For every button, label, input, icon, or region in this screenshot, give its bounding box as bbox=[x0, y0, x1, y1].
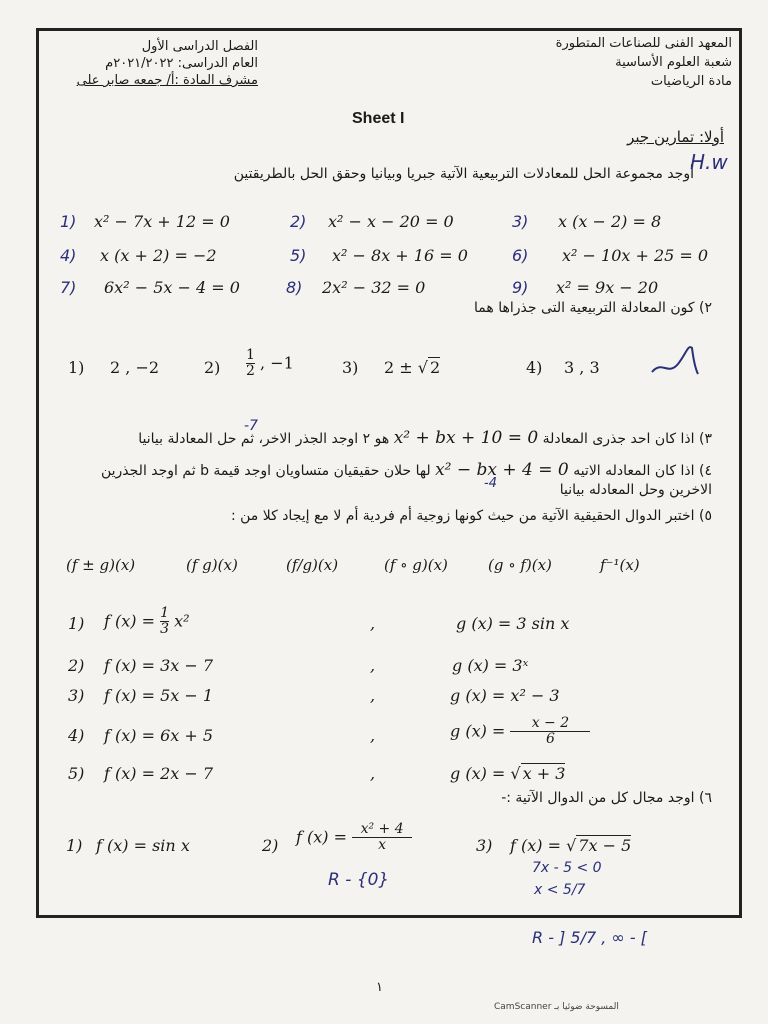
q5-row-4-g-text: g (x) = bbox=[450, 721, 511, 741]
q2-opt-4-value: 3 , 3 bbox=[564, 358, 600, 377]
q2-line bbox=[474, 300, 712, 316]
q1-item-1-eq: x² − 7x + 12 = 0 bbox=[94, 212, 230, 231]
q2-opt-3-label: 3) bbox=[342, 358, 359, 377]
q1-prompt: أوجد مجموعة الحل للمعادلات التربيعية الآتية جبريا وبيانيا وحقق الحل بالطريقتين bbox=[233, 166, 694, 182]
q4-text-b: لها حلان حقيقيان متساويان اوجد قيمة b ثم اوجد الجذرين bbox=[100, 463, 431, 479]
q6-item-2-text: f (x) = bbox=[296, 827, 353, 847]
semester: الفصل الدراسى الأول bbox=[141, 39, 258, 54]
q1-item-9-eq: x² = 9x − 20 bbox=[556, 278, 659, 297]
q4-hand-note: -4 bbox=[484, 476, 497, 491]
q1-item-8-eq: 2x² − 32 = 0 bbox=[322, 278, 426, 297]
q6-item-1-expr: f (x) = sin x bbox=[96, 836, 190, 855]
q5-row-4-num: 4) bbox=[68, 726, 85, 745]
q6-hand-domain-3: R - ] 5/7 , ∞ - [ bbox=[532, 928, 647, 947]
institute-name: المعهد الفنى للصناعات المتطورة bbox=[555, 36, 732, 51]
q5-row-5-num: 5) bbox=[68, 764, 85, 783]
q5-row-5-g-text: g (x) = bbox=[450, 764, 511, 783]
q5-row-4-comma: , bbox=[370, 726, 376, 745]
q6-item-3-text: f (x) = bbox=[510, 836, 567, 855]
q2-opt-1-label: 1) bbox=[68, 358, 85, 377]
q3-text-a: اذا كان احد جذرى المعادلة bbox=[542, 431, 695, 447]
q1-item-9-num: 9) bbox=[512, 278, 529, 297]
q1-item-6-eq: x² − 10x + 25 = 0 bbox=[562, 246, 709, 265]
q6-item-2-den-expr: x bbox=[378, 837, 387, 854]
q1-item-4-num: 4) bbox=[60, 246, 77, 265]
op-product: (f g)(x) bbox=[186, 556, 238, 574]
q1-item-6-num: 6) bbox=[512, 246, 529, 265]
q6-item-2-num-expr: x² + 4 bbox=[360, 821, 404, 837]
q1-item-5-eq: x² − 8x + 16 = 0 bbox=[332, 246, 468, 265]
op-sum: (f ± g)(x) bbox=[66, 556, 136, 574]
supervisor: مشرف المادة :أ/ جمعه صابر على bbox=[76, 73, 258, 88]
q1-item-2-num: 2) bbox=[290, 212, 307, 231]
q5-row-1-frac-num: 1 bbox=[160, 605, 170, 621]
section-heading: أولا: تمارين جبر bbox=[627, 128, 724, 146]
q5-row-4-f: f (x) = 6x + 5 bbox=[104, 726, 214, 745]
q5-row-1-f-rest: x² bbox=[174, 611, 190, 631]
q2-frac-rest: , −1 bbox=[260, 353, 294, 373]
q5-row-5-root: x + 3 bbox=[522, 764, 566, 783]
department-name: شعبة العلوم الأساسية bbox=[615, 55, 732, 70]
q1-item-5-num: 5) bbox=[290, 246, 307, 265]
q3-line bbox=[138, 428, 712, 448]
q5-row-1-frac-den: 3 bbox=[160, 621, 170, 638]
q6-prompt: اوجد مجال كل من الدوال الآتية :- bbox=[501, 790, 695, 806]
q6-item-2-expr bbox=[296, 822, 412, 854]
q5-row-2-f: f (x) = 3x − 7 bbox=[104, 656, 214, 675]
q4-text-c: الاخرين وحل المعادله بيانيا bbox=[559, 482, 712, 498]
q1-item-7-eq: 6x² − 5x − 4 = 0 bbox=[104, 278, 240, 297]
q5-row-5-comma: , bbox=[370, 764, 376, 783]
op-compose-gf: (g ∘ f)(x) bbox=[488, 556, 552, 574]
q2-hand-scribble bbox=[648, 340, 704, 380]
op-inverse: f⁻¹(x) bbox=[600, 556, 640, 574]
page-number: ١ bbox=[376, 980, 383, 995]
q5-row-1-num: 1) bbox=[68, 614, 85, 633]
q5-row-3-g: g (x) = x² − 3 bbox=[450, 686, 560, 705]
q3-text-b: هو ٢ اوجد الجذر الاخر، ثم حل المعادلة بيانيا bbox=[138, 431, 390, 447]
q4-text-a: اذا كان المعادله الاتيه bbox=[573, 463, 695, 479]
op-compose-fg: (f ∘ g)(x) bbox=[384, 556, 448, 574]
q1-item-4-eq: x (x + 2) = −2 bbox=[100, 246, 217, 265]
q1-hand-note: H.w bbox=[690, 150, 728, 174]
subject-name: مادة الرياضيات bbox=[650, 74, 732, 89]
q2-opt-4-label: 4) bbox=[526, 358, 543, 377]
q6-number: ٦) bbox=[699, 790, 712, 806]
q3-equation: x² + bx + 10 = 0 bbox=[393, 428, 539, 448]
q2-number: ٢) bbox=[699, 300, 712, 316]
q2-opt-2-label: 2) bbox=[204, 358, 221, 377]
sheet-title: Sheet I bbox=[352, 110, 405, 127]
q3-hand-note: -7 bbox=[244, 418, 258, 434]
q2-opt-3-value: 2 ± √ 2 bbox=[384, 358, 441, 377]
q6-item-2-num: 2) bbox=[262, 836, 279, 855]
q5-prompt: اختبر الدوال الحقيقية الآتية من حيث كونها زوجية أم فردية أم لا مع إيجاد كلا من : bbox=[230, 508, 695, 524]
q2-opt-2-value bbox=[246, 348, 294, 380]
q5-row-1-comma: , bbox=[370, 614, 376, 633]
q2-frac-num: 1 bbox=[246, 347, 255, 363]
q5-row-2-num: 2) bbox=[68, 656, 85, 675]
q5-row-5-g: g (x) = √ x + 3 bbox=[450, 764, 566, 783]
q1-item-1-num: 1) bbox=[60, 212, 77, 231]
q6-hand-ineq-2: x < 5/7 bbox=[534, 882, 586, 898]
q5-row-1-f bbox=[104, 606, 190, 638]
q6-hand-domain-2: R - {0} bbox=[328, 870, 390, 890]
q4-number: ٤) bbox=[699, 463, 712, 479]
q6-item-3-root: 7x − 5 bbox=[578, 836, 632, 855]
op-quotient: (f/g)(x) bbox=[286, 556, 339, 574]
q4-line-1 bbox=[101, 460, 712, 480]
q5-row-3-comma: , bbox=[370, 686, 376, 705]
q2-prompt: كون المعادلة التربيعية التى جذراها هما bbox=[474, 300, 695, 316]
header-right bbox=[556, 34, 732, 91]
q5-row-3-f: f (x) = 5x − 1 bbox=[104, 686, 214, 705]
q5-row-4-frac-den: 6 bbox=[545, 731, 555, 748]
q5-row-1-g: g (x) = 3 sin x bbox=[456, 614, 570, 633]
q5-row-4-g bbox=[450, 716, 590, 748]
q6-hand-ineq-1: 7x - 5 < 0 bbox=[532, 860, 602, 876]
q2-opt-3-root: 2 bbox=[429, 358, 441, 377]
q1-item-7-num: 7) bbox=[60, 278, 77, 297]
q2-opt-3-text: 2 ± bbox=[384, 358, 413, 377]
q1-item-8-num: 8) bbox=[286, 278, 303, 297]
q3-number: ٣) bbox=[699, 431, 712, 447]
q5-row-3-num: 3) bbox=[68, 686, 85, 705]
q6-item-3-num: 3) bbox=[476, 836, 493, 855]
q6-line bbox=[501, 790, 712, 806]
q6-item-3-expr: f (x) = √ 7x − 5 bbox=[510, 836, 632, 855]
academic-year: العام الدراسى: ٢٠٢١/٢٠٢٢م bbox=[105, 56, 258, 71]
q1-item-3-num: 3) bbox=[512, 212, 529, 231]
q4-equation: x² − bx + 4 = 0 bbox=[435, 460, 569, 480]
q1-item-2-eq: x² − x − 20 = 0 bbox=[328, 212, 454, 231]
q5-row-2-g: g (x) = 3ˣ bbox=[452, 656, 529, 675]
q5-row-1-f-text: f (x) = bbox=[104, 611, 161, 631]
scanner-watermark: المسوحة ضوئيا بـ CamScanner bbox=[494, 1002, 619, 1012]
q1-item-3-eq: x (x − 2) = 8 bbox=[558, 212, 662, 231]
q5-row-2-comma: , bbox=[370, 656, 376, 675]
q2-opt-1-value: 2 , −2 bbox=[110, 358, 160, 377]
q5-line bbox=[72, 506, 712, 526]
q6-item-1-num: 1) bbox=[66, 836, 83, 855]
q5-row-5-f: f (x) = 2x − 7 bbox=[104, 764, 214, 783]
q5-number: ٥) bbox=[699, 508, 712, 524]
q5-row-4-frac-num: x − 2 bbox=[531, 715, 570, 731]
header-left bbox=[78, 38, 258, 89]
q2-frac-den: 2 bbox=[246, 363, 255, 380]
